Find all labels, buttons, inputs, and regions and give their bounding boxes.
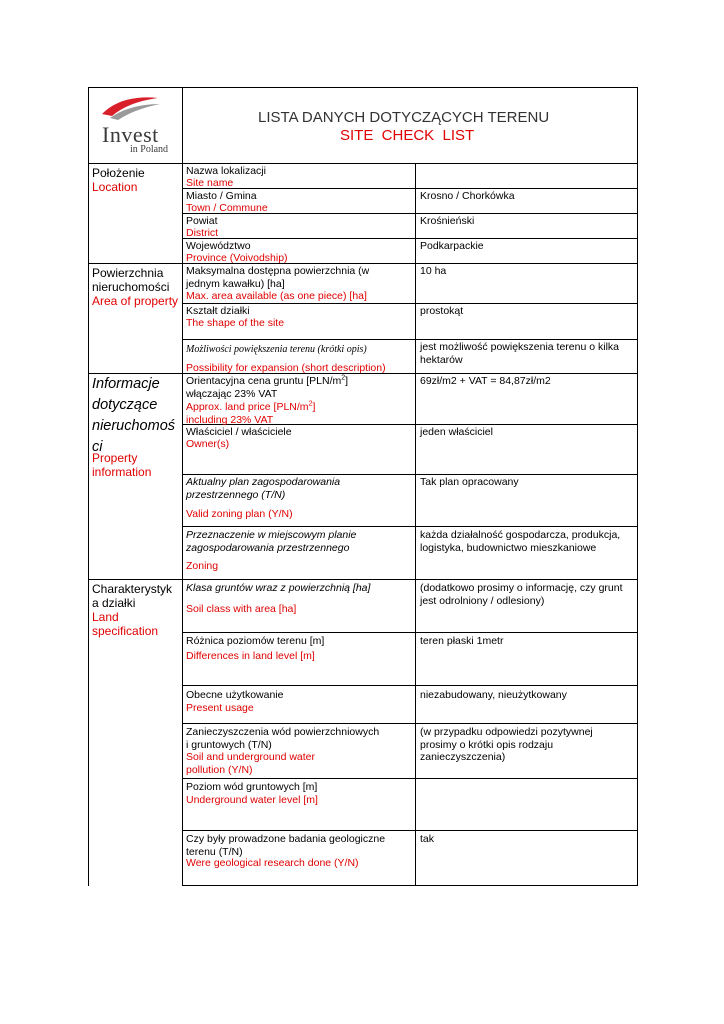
- page-title-en: SITE CHECK LIST: [340, 127, 475, 144]
- page-title-pl: LISTA DANYCH DOTYCZĄCYCH TERENU: [258, 109, 550, 126]
- shape-label-en: The shape of the site: [186, 317, 285, 329]
- section-property-en: Property information: [92, 451, 152, 479]
- row-divider: [182, 685, 638, 686]
- owner-label-en: Owner(s): [186, 438, 230, 450]
- price-label-en: [186, 401, 315, 426]
- district-value: Krośnieński: [420, 215, 475, 227]
- water-level-label: Poziom wód gruntowych [m]: [186, 781, 318, 793]
- province-label-en: Province (Voivodship): [186, 252, 288, 264]
- soil-class-label: Klasa gruntów wraz z powierzchnią [ha]: [186, 582, 371, 594]
- section-land-en: Land specification: [92, 610, 159, 638]
- price-label-en-part: ] including 23% VAT: [186, 401, 316, 426]
- table-col-divider-1: [182, 164, 183, 885]
- zoning-plan-value: Tak plan opracowany: [420, 476, 519, 488]
- site-name-label-en: Site name: [186, 177, 234, 189]
- town-label: Miasto / Gmina: [186, 190, 257, 202]
- owner-value: jeden właściciel: [420, 426, 493, 438]
- district-label: Powiat: [186, 215, 218, 227]
- row-divider: [182, 632, 638, 633]
- table-left-border: [88, 164, 89, 886]
- header-divider: [182, 87, 183, 164]
- province-label: Województwo: [186, 240, 251, 252]
- pollution-value: (w przypadku odpowiedzi pozytywnej prosimy o krótki opis rodzaju zanieczyszczenia): [420, 726, 593, 763]
- expansion-label: Możliwości powiększenia terenu (krótki opis): [186, 344, 367, 355]
- water-level-label-en: Underground water level [m]: [186, 794, 318, 806]
- section-location-en: Location: [92, 180, 138, 194]
- province-value: Podkarpackie: [420, 240, 484, 252]
- town-label-en: Town / Commune: [186, 202, 268, 214]
- section-location-pl: Położenie: [92, 166, 145, 180]
- zoning-plan-label-en: Valid zoning plan (Y/N): [186, 508, 293, 520]
- pollution-label: Zanieczyszczenia wód powierzchniowych i gruntowych (T/N): [186, 726, 380, 751]
- row-divider: [182, 339, 638, 340]
- usage-label: Obecne użytkowanie: [186, 689, 284, 701]
- district-label-en: District: [186, 227, 219, 239]
- zoning-value: każda działalność gospodarcza, produkcja, logistyka, budownictwo mieszkaniowe: [420, 529, 621, 554]
- max-area-label-en: Max. area available (as one piece) [ha]: [186, 290, 367, 302]
- row-divider: [182, 830, 638, 831]
- section-divider: [88, 579, 638, 580]
- row-divider: [182, 474, 638, 475]
- level-diff-label: Różnica poziomów terenu [m]: [186, 635, 325, 647]
- row-divider: [182, 723, 638, 724]
- row-divider: [182, 526, 638, 527]
- town-value: Krosno / Chorkówka: [420, 190, 515, 202]
- section-area-pl: Powierzchnia nieruchomości: [92, 266, 170, 294]
- max-area-value: 10 ha: [420, 265, 447, 277]
- geology-value: tak: [420, 833, 435, 845]
- row-divider: [182, 238, 638, 239]
- price-label-part: ] włączając 23% VAT: [186, 375, 349, 400]
- price-label-en-sup: 2: [308, 400, 313, 408]
- price-label-part: Orientacyjna cena gruntu [PLN/m: [186, 375, 342, 387]
- shape-label: Kształt działki: [186, 305, 250, 317]
- pollution-label-en: Soil and underground water pollution (Y/N): [186, 751, 316, 776]
- table-bottom-border: [182, 885, 638, 886]
- owner-label: Właściciel / właściciele: [186, 426, 292, 438]
- expansion-label-en: Possibility for expansion (short description): [186, 362, 386, 374]
- logo-sub: in Poland: [130, 144, 169, 155]
- section-divider: [88, 263, 638, 264]
- expansion-value: jest możliwość powiększenia terenu o kilka hektarów: [420, 341, 620, 366]
- logo-swoosh-icon: [96, 92, 178, 124]
- price-value: 69zł/m2 + VAT = 84,87zł/m2: [420, 375, 551, 387]
- price-label-sup: 2: [341, 374, 346, 382]
- price-label: [186, 375, 348, 400]
- logo-brand: Invest: [102, 122, 159, 147]
- section-land-pl: Charakterystyk a działki: [92, 582, 173, 610]
- zoning-plan-label: Aktualny plan zagospodarowania przestrzennego (T/N): [186, 476, 341, 501]
- usage-value: niezabudowany, nieużytkowany: [420, 689, 567, 701]
- row-divider: [182, 303, 638, 304]
- section-property-pl: Informacje dotyczące nieruchomoś ci: [92, 376, 176, 455]
- site-name-label: Nazwa lokalizacji: [186, 165, 266, 177]
- table-right-border: [637, 164, 638, 885]
- geology-label: Czy były prowadzone badania geologiczne terenu (T/N): [186, 833, 386, 858]
- level-diff-label-en: Differences in land level [m]: [186, 650, 315, 662]
- section-area-en: Area of property: [92, 294, 179, 308]
- table-col-divider-2: [415, 164, 416, 885]
- geology-label-en: Were geological research done (Y/N): [186, 857, 359, 869]
- level-diff-value: teren płaski 1metr: [420, 635, 504, 647]
- shape-value: prostokąt: [420, 305, 464, 317]
- price-label-en-part: Approx. land price [PLN/m: [186, 401, 309, 413]
- soil-class-value: (dodatkowo prosimy o informację, czy grunt jest odrolniony / odlesiony): [420, 582, 623, 607]
- row-divider: [182, 188, 638, 189]
- row-divider: [182, 778, 638, 779]
- invest-in-poland-logo: [96, 92, 178, 158]
- soil-class-label-en: Soil class with area [ha]: [186, 603, 297, 615]
- max-area-label: Maksymalna dostępna powierzchnia (w jednym kawałku) [ha]: [186, 265, 370, 290]
- zoning-label: Przeznaczenie w miejscowym planie zagospodarowania przestrzennego: [186, 529, 357, 554]
- zoning-label-en: Zoning: [186, 560, 219, 572]
- usage-label-en: Present usage: [186, 702, 254, 714]
